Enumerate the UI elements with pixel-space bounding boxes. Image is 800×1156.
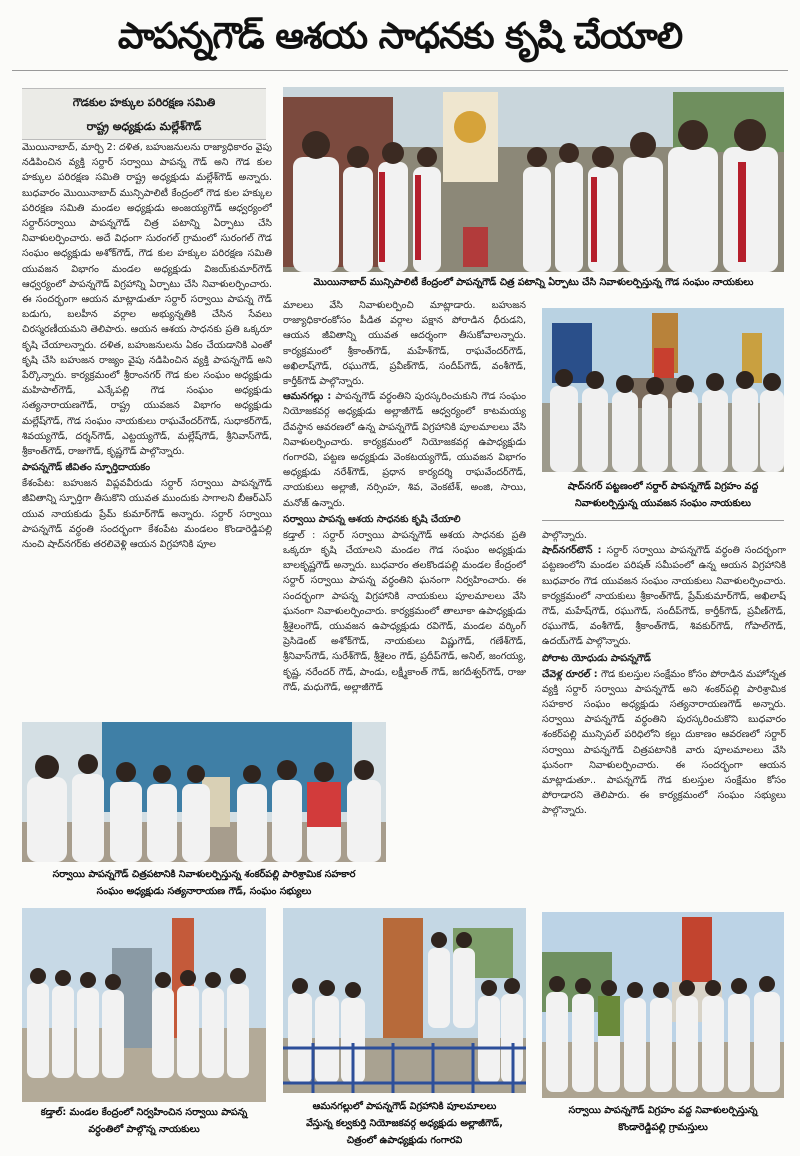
caption-kadthal-line2: వర్ధంతిలో పాల్గొన్న నాయకులు bbox=[88, 1124, 200, 1135]
article-shadnagar-body: సర్దార్ సర్వాయి పాపన్నగౌడ్ వర్ధంతి సందర్భంగా పట్టణంలోని మండల పరిషత్ సమీపంలో ఉన్న ఆయన విగ్రహానికి బుధవారం గౌడ యువజన సంఘం నాయకులు నివాళులర్పించారు. కార్యక్రమంలో నాయకులు శ్రీకాంత్‌గౌడ్, ప్రేమ్‌కుమార్‌గౌడ్, అఖిలాష్ గౌడ్, మహేష్‌గౌడ్, రఘుగౌడ్, సందీప్‌గౌడ్, కార్తీక్‌గౌడ్, ప్రవీణ్‌గౌడ్, రఘుగౌడ్, వంశీగౌడ్, శ్రీకాంత్‌గౌడ్, శివకుర్‌గౌడ్, గోపాల్‌గౌడ్, ఉదయ్‌గౌడ్ పాల్గొన్నారు. bbox=[542, 545, 786, 648]
article-amangal bbox=[283, 389, 526, 511]
photo-shadnagar-statue bbox=[542, 308, 784, 472]
caption-shankarpally bbox=[22, 866, 386, 900]
caption-amangal-line3: చిత్రంలో ఉపాధ్యక్షుడు గంగారవి bbox=[346, 1135, 463, 1146]
headline: పాపన్నగౌడ్ ఆశయ సాధనకు కృషి చేయాలి bbox=[117, 16, 683, 57]
column-1 bbox=[22, 140, 272, 710]
photo-shankarpally-tribute bbox=[22, 722, 386, 862]
dateline-shadnagar: షాద్‌నగర్‌టౌన్ : bbox=[542, 545, 607, 557]
caption-shadnagar-line1: షాద్‌నగర్ పట్టణంలో సర్దార్ పాపన్నగౌడ్ విగ్రహం వద్ద bbox=[567, 481, 759, 492]
subheadline-line1: గౌడకుల హక్కుల పరిరక్షణ సమితి bbox=[72, 96, 216, 109]
photo-amangal bbox=[283, 908, 526, 1093]
photo-moinabad-tribute bbox=[283, 87, 784, 272]
article-keshampet: కేశంపేట: బహుజన విప్లవవీరుడు సర్దార్ సర్వాయి పాపన్నగౌడ్ జీవితాన్ని స్ఫూర్తిగా తీసుకొని యువత ముందుకు సాగాలని బీఆర్ఎస్ యువ నాయకుడు ప్రేమ్ కుమార్‌గౌడ్ అన్నారు. సర్దార్ సర్వాయి పాపన్నగౌడ్ వర్ధంతి సందర్భంగా కేశంపేట మండలం కొండారెడ్డిపల్లి నుంచి షాద్‌నగర్‌కు తరలివెళ్లి ఆయన విగ్రహానికి పూల bbox=[22, 478, 272, 551]
article-chevella-heading: పోరాట యోధుడు పాపన్నగౌడ్ bbox=[542, 652, 651, 664]
article-kadthal: కడ్తాల్ : సర్దార్ సర్వాయి పాపన్నగౌడ్ ఆశయ సాధనకు ప్రతి ఒక్కరూ కృషి చేయాలని మండల గౌడ సంఘం అధ్యక్షుడు బాలకృష్ణగౌడ్ అన్నారు. బుధవారం తలకొండపల్లి మండల కేంద్రంలో సర్దార్ సర్వాయి పాపన్న వర్ధంతిని ఘనంగా నిర్వహించారు. ఈ సందర్భంగా పాపన్న విగ్రహానికి నాయకులు పూలమాలలు వేసి ఘనంగా నివాళులర్పించారు. కార్యక్రమంలో తాలూకా ఉపాధ్యక్షుడు శ్రీశైలంగౌడ్, యువజన ఉపాధ్యక్షుడు రవిగౌడ్, మండల వర్కింగ్ ప్రెసిడెంట్ అశోక్‌గౌడ్, నాయకులు విష్ణుగౌడ్, గణేశ్‌గౌడ్, శ్రీనివాస్‌గౌడ్, సురేశ్‌గౌడ్, శ్రీశైలం గౌడ్, ప్రదీప్‌గౌడ్, అనిల్, జంగయ్య, కృష్ణ, నరేందర్ గౌడ్, పాండు, లక్ష్మీకాంత్ గౌడ్, జగదీశ్వర్‌గౌడ్, రాజు గౌడ్, మధుగౌడ్, అల్లాజీగౌడ్ bbox=[283, 529, 526, 693]
subheadline bbox=[22, 88, 266, 140]
article-kadthal-cont: పాల్గొన్నారు. bbox=[542, 530, 587, 541]
photo-kadthal bbox=[22, 908, 266, 1102]
article-shadnagar bbox=[542, 543, 786, 649]
caption-amangal-line2: వేస్తున్న కల్వకుర్తి నియోజకవర్గ అధ్యక్షుడు అల్లాజీగౌడ్, bbox=[306, 1118, 503, 1129]
article-chevella bbox=[542, 667, 786, 819]
photo-kondareddypally bbox=[542, 912, 784, 1098]
article-keshampet-heading: పాపన్నగౌడ్ జీవితం స్ఫూర్తిదాయకం bbox=[22, 462, 151, 474]
caption-shankarpally-line1: సర్వాయి పాపన్నగౌడ్ చిత్రపటానికి నివాళులర్పిస్తున్న శంకర్‌పల్లి పారిశ్రామిక సహకార bbox=[52, 869, 356, 880]
article-amangal-body: పాపన్నగౌడ్ వర్ధంతిని పురస్కరించుకుని గౌడ సంఘం నియోజకవర్గ అధ్యక్షుడు అల్లాజీగౌడ్ ఆధ్వర్యంలో కాటమయ్య దేవస్థాన ఆవరణలో ఉన్న పాపన్నగౌడ్ విగ్రహానికి పూలమాలలు వేసి నివాళులర్పించారు. కార్యక్రమంలో నియోజకవర్గ ఉపాధ్యక్షుడు గంగారవి, పట్టణ అధ్యక్షుడు వెంకటయ్యగౌడ్, యువజన విభాగం అధ్యక్షుడు నరేశ్‌గౌడ్, ప్రధాన కార్యదర్శి రాఘవేందర్‌గౌడ్, నాయకులు అల్లాజీ, నర్సింహ, శివ, వెంకటేశ్, అంజి, సాయి, మనోజ్ ఉన్నారు. bbox=[283, 391, 526, 509]
caption-kondareddypally-line2: కొండారెడ్డిపల్లి గ్రామస్తులు bbox=[618, 1122, 708, 1133]
caption-kadthal-line1: కడ్తాల్: మండల కేంద్రంలో నిర్వహించిన సర్వాయి పాపన్న bbox=[40, 1107, 248, 1118]
headline-rule bbox=[12, 70, 788, 71]
caption-shadnagar-line2: నివాళులర్పిస్తున్న యువజన సంఘం నాయకులు bbox=[575, 498, 751, 509]
caption-moinabad: మొయినాబాద్ మున్సిపాలిటీ కేంద్రంలో పాపన్నగౌడ్ చిత్ర పటాన్ని ఏర్పాటు చేసి నివాళులర్పిస్తున్న గౌడ సంఘం నాయకులు bbox=[313, 277, 754, 288]
caption-kadthal bbox=[22, 1104, 266, 1138]
caption-shadnagar bbox=[542, 478, 784, 512]
caption-shankarpally-line2: సంఘం అధ్యక్షుడు సత్యనారాయణ గౌడ్, సంఘం సభ్యులు bbox=[96, 886, 312, 897]
dateline-amangal: ఆమనగల్లు : bbox=[283, 391, 336, 403]
caption-amangal-line1: ఆమనగల్లులో పాపన్నగౌడ్ విగ్రహానికి పూలమాలలు bbox=[312, 1101, 497, 1112]
article-moinabad: మొయినాబాద్, మార్చి 2: దళిత, బహుజనులను రాజ్యాధికారం వైపు నడిపించిన వ్యక్తి సర్దార్ సర్వాయి పాపన్న గౌడ్ అని గౌడ కుల హక్కుల పరిరక్షణ సమితి రాష్ట్ర అధ్యక్షుడు మల్లేశ్‌గౌడ్ అన్నారు. బుధవారం మొయినాబాద్ మున్సిపాలిటీ కేంద్రంలో గౌడ కుల హక్కుల పరిరక్షణ సమితి మండల అధ్యక్షుడు అంజయ్యగౌడ్ ఆధ్వర్యంలో సర్దార్‌సర్వాయి పాపన్నగౌడ్ చిత్ర పటాన్ని ఏర్పాటు చేసి నివాళులర్పించారు. అదే విధంగా సురంగల్ గ్రామంలో సురంగల్ గౌడ సంఘం అధ్యక్షుడు అశోక్‌గౌడ్, గౌడ కుల హక్కుల పరిరక్షణ సమితి యువజన విభాగం మండల అధ్యక్షుడు విజయ్‌కుమార్‌గౌడ్ ఆధ్వర్యంలో పాపన్నగౌడ్ విగ్రహాన్ని ఏర్పాటు చేసి నివాళులర్పించారు. ఈ సందర్భంగా ఆయన మాట్లాడుతూ సర్దార్ సర్వాయి పాపన్న గౌడ్ బడుగు, బలహీన వర్గాల అభ్యున్నతికి చేసిన సేవలు చిరస్మరణీయమని తెలిపారు. ఆయన ఆశయ సాధనకు ప్రతి ఒక్కరూ కృషి చేయాలన్నారు. దళిత, బహుజనులను ఏకం చేయడానికి ఎంతో కృషి చేసి బహుజన రాజ్యం వైపు నడిపించిన వ్యక్తి పాపన్నగౌడ్ అని పేర్కొన్నారు. కార్యక్రమంలో శ్రీరాంనగర్ గౌడ కుల సంఘం అధ్యక్షుడు మహిపాల్‌గౌడ్, ఎన్కేపల్లి గౌడ సంఘం అధ్యక్షుడు సత్యనారాయణగౌడ్, రాష్ట్ర యువజన విభాగం అధ్యక్షుడు మల్లేష్‌గౌడ్, గౌడ సంఘం నాయకులు రాఘవేందర్‌గౌడ్, సుధాకర్‌గౌడ్, శివయ్యగౌడ్, దర్శన్‌గౌడ్, ఎట్టయ్యగౌడ్, మల్లేష్‌గౌడ్, శ్రీనివాస్‌గౌడ్, శ్రీకాంత్‌గౌడ్, రాజుగౌడ్, కృష్ణగౌడ్ పాల్గొన్నారు. bbox=[22, 142, 272, 458]
caption-kondareddypally bbox=[542, 1102, 784, 1136]
article-chevella-body: గౌడ కులస్తుల సంక్షేమం కోసం పోరాడిన మహోన్నత వ్యక్తి సర్దార్ సర్వాయి పాపన్నగౌడ్ అని శంకర్‌పల్లి పారిశ్రామిక సహకార సంఘం అధ్యక్షుడు సత్యనారాయణగౌడ్ అన్నారు. సర్వాయి పాపన్నగౌడ్ వర్ధంతిని పురస్కరించుకొని బుధవారం శంకర్‌పల్లి మున్సిపల్ పరిధిలోని కల్లు దుకాణం ఆవరణలో సర్దార్ సర్వాయి పాపన్నగౌడ్ చిత్రపటానికి వారు పూలమాలలు వేసి ఘనంగా నివాళులర్పించారు. ఈ సందర్భంగా ఆయన మాట్లాడుతూ.. పాపన్నగౌడ్ గౌడ కులస్తుల సంక్షేమం కోసం పోరాడారని తెలిపారు. ఈ కార్యక్రమంలో సంఘం సభ్యులు పాల్గొన్నారు. bbox=[542, 668, 786, 817]
column-3-rule bbox=[542, 520, 784, 521]
caption-amangal bbox=[283, 1098, 526, 1149]
article-keshampet-cont: మాలలు వేసి నివాళులర్పించి మాట్లాడారు. బహుజన రాజ్యాధికారంకోసం పీడిత వర్గాల పక్షాన పోరాడిన ధీరుడని, ఆయన జీవితాన్ని యువత ఆదర్శంగా తీసుకోవాలన్నారు. కార్యక్రమంలో శ్రీకాంత్‌గౌడ్, మహేశ్‌గౌడ్, రాఘవేందర్‌గౌడ్, అఖిలాష్‌గౌడ్, రఘుగౌడ్, ప్రవీణ్‌గౌడ్, సందీప్‌గౌడ్, వంశీగౌడ్, కార్తీక్‌గౌడ్ పాల్గొన్నారు. bbox=[283, 300, 526, 388]
dateline-chevella: చేవెళ్ల రూరల్ : bbox=[542, 668, 601, 680]
caption-kondareddypally-line1: సర్వాయి పాపన్నగౌడ్ విగ్రహం వద్ద నివాళులర్పిస్తున్న bbox=[568, 1105, 758, 1116]
article-kadthal-heading: సర్వాయి పాపన్న ఆశయ సాధనకు కృషి చేయాలి bbox=[283, 513, 461, 525]
column-2 bbox=[283, 298, 526, 716]
column-3 bbox=[542, 528, 786, 916]
subheadline-line2: రాష్ట్ర అధ్యక్షుడు మల్లేశ్‌గౌడ్ bbox=[86, 120, 202, 133]
